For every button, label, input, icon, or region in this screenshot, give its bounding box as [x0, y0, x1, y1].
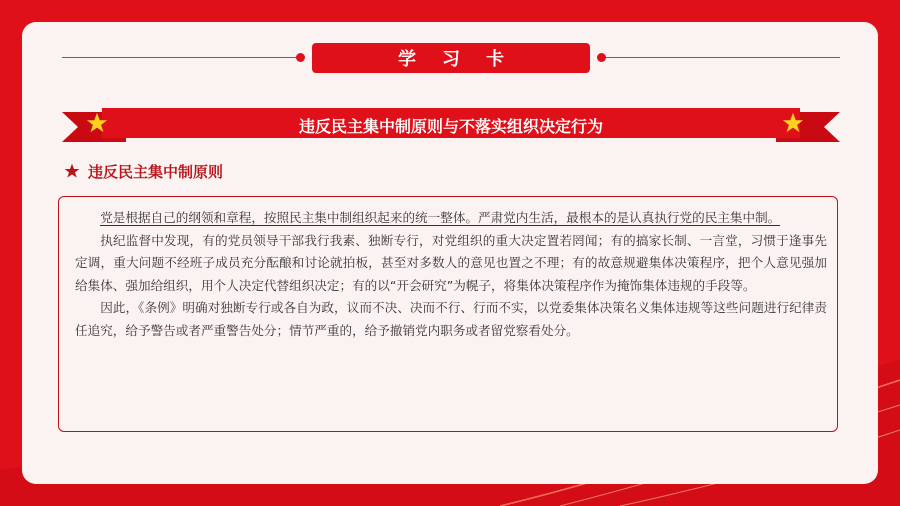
- content-box: [58, 196, 838, 432]
- star-icon: [86, 112, 108, 134]
- section-heading: [64, 159, 223, 183]
- header-dot-left: [296, 53, 305, 62]
- header-dot-right: [597, 53, 606, 62]
- title-ribbon: [62, 108, 840, 142]
- ribbon-title: 违反民主集中制原则与不落实组织决定行为: [298, 116, 603, 136]
- paragraph: 因此，《条例》明确对独断专行或各自为政，议而不决、决而不行、行而不实，以党委集体决策名义集体违规等这些问题进行纪律责任追究，给予警告或者严重警告处分；情节严重的，给予撤销党内职务或者留党察看处分。: [75, 300, 827, 338]
- header-title: 学习卡: [312, 43, 590, 73]
- paragraph: 执纪监督中发现，有的党员领导干部我行我素、独断专行，对党组织的重大决定置若罔闻；有的搞家长制、一言堂，习惯于逢事先定调，重大问题不经班子成员充分酝酿和讨论就拍板，甚至对多数人的意见也置之不理；有的故意规避集体决策程序，把个人意见强加给集体、强加给组织，用个人决定代替组织决定；有的以“开会研究”为幌子，将集体决策程序作为掩饰集体违规的手段等。: [75, 232, 827, 293]
- section-heading-text: 违反民主集中制原则: [88, 162, 224, 181]
- header-divider-left: [62, 57, 300, 58]
- star-icon: [64, 163, 80, 179]
- header-divider-right: [602, 57, 840, 58]
- star-icon: [782, 112, 804, 134]
- paragraph: 党是根据自己的纲领和章程，按照民主集中制组织起来的统一整体。严肃党内生活，最根本的是认真执行党的民主集中制。: [100, 210, 781, 225]
